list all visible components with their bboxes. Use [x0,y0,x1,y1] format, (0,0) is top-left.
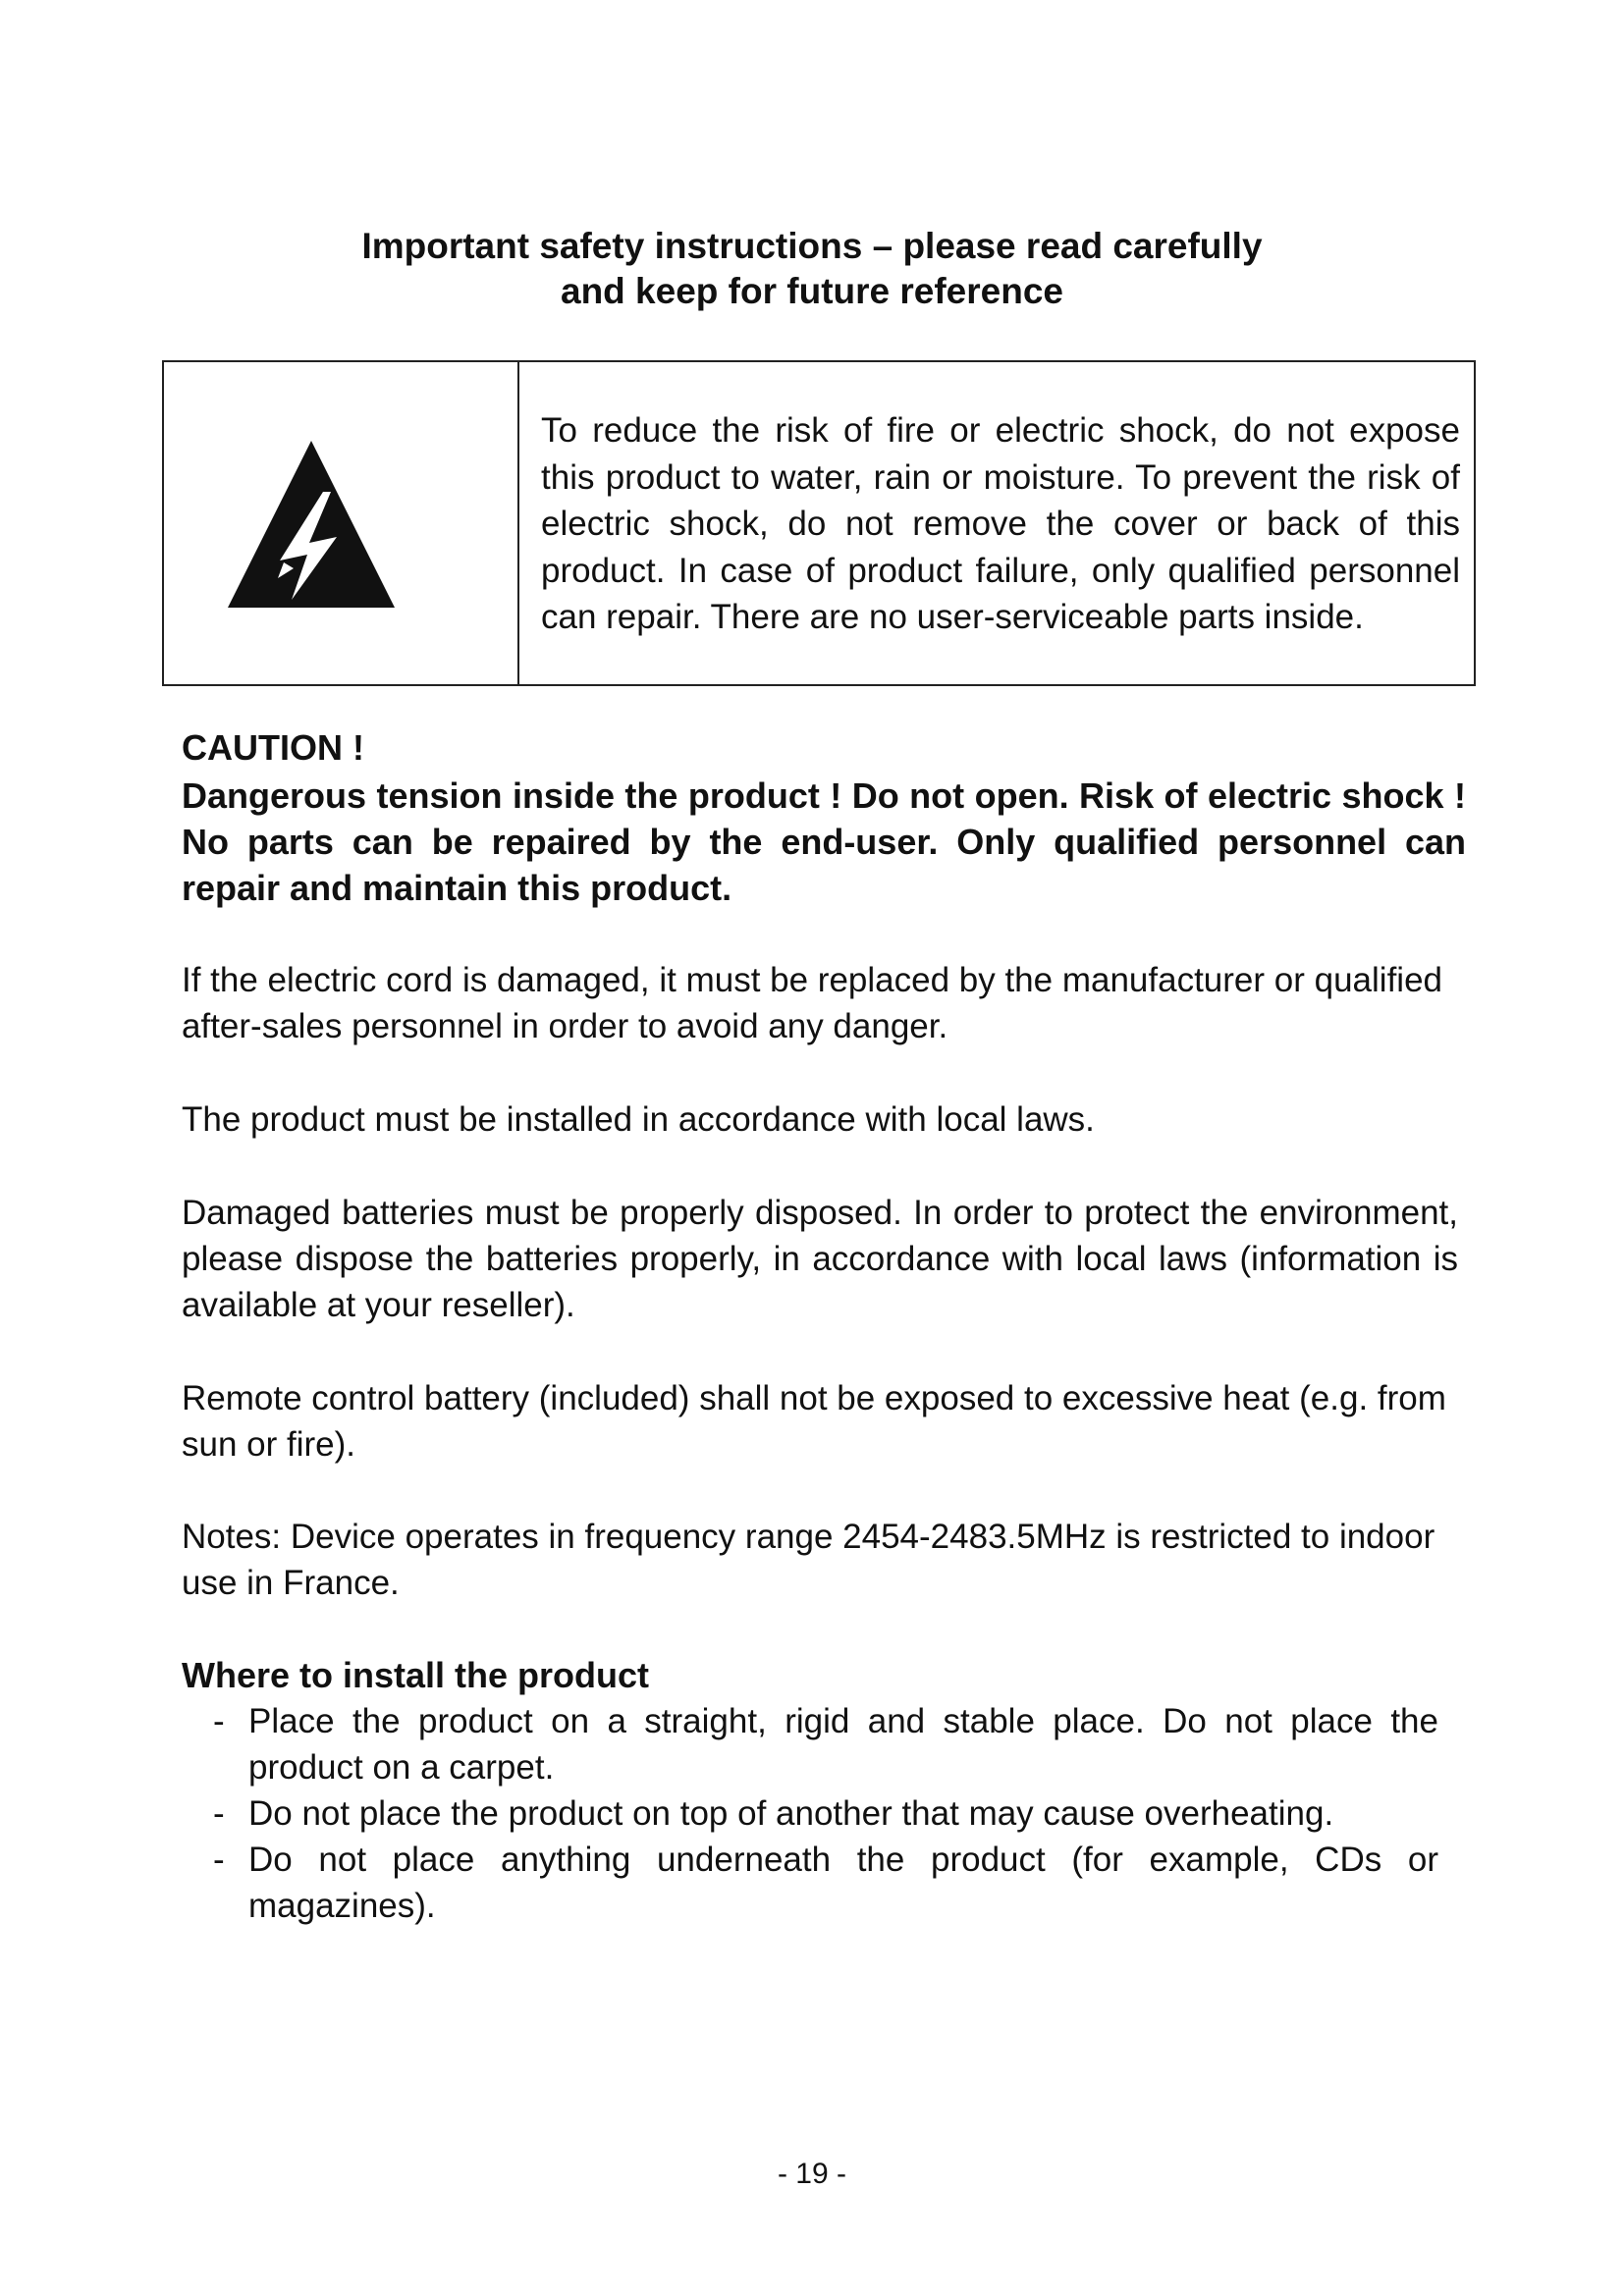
cord-paragraph: If the electric cord is damaged, it must be replaced by the manufacturer or qualified after-sales personnel in order to avoid any danger. [182,961,1442,1045]
bullet-dash: - [213,1702,225,1740]
page-number: - 19 - [777,2158,847,2190]
laws-paragraph: The product must be installed in accordance with local laws. [182,1100,1095,1139]
install-list [182,1698,1438,1929]
caution-body: Dangerous tension inside the product ! Do not open. Risk of electric shock ! No parts can be repaired by the end-user. Only qualified personnel can repair and maintain this product. [182,775,1466,908]
list-item-text: Do not place the product on top of another that may cause overheating. [248,1794,1334,1833]
warning-icon-cell [164,362,519,684]
title-line-2: and keep for future reference [561,271,1063,311]
remote-paragraph: Remote control battery (included) shall not be exposed to excessive heat (e.g. from sun or fire). [182,1379,1446,1464]
notes-paragraph: Notes: Device operates in frequency range 2454-2483.5MHz is restricted to indoor use in France. [182,1518,1435,1602]
list-item-text: Do not place anything underneath the product (for example, CDs or magazines). [248,1841,1438,1925]
bullet-dash: - [213,1794,225,1833]
page-title [0,224,1624,314]
caution-section [182,724,1466,911]
bullet-dash: - [213,1841,225,1879]
list-item [182,1698,1438,1790]
warning-text: To reduce the risk of fire or electric shock, do not expose this product to water, rain or moisture. To prevent the risk of electric shock, do not remove the cover or back of this product. In case of product failure, only qualified personnel can repair. There are no user-serviceable parts inside. [541,411,1460,636]
title-line-1: Important safety instructions – please read carefully [361,226,1263,266]
list-item [182,1790,1438,1837]
warning-box [162,360,1476,686]
install-heading: Where to install the product [182,1655,650,1695]
list-item-text: Place the product on a straight, rigid and stable place. Do not place the product on a carpet. [248,1702,1438,1787]
batteries-paragraph: Damaged batteries must be properly disposed. In order to protect the environment, please dispose the batteries properly, in accordance with local laws (information is available at your reseller). [182,1194,1458,1324]
electric-shock-warning-icon [213,431,409,608]
caution-heading: CAUTION ! [182,727,364,768]
list-item [182,1837,1438,1929]
